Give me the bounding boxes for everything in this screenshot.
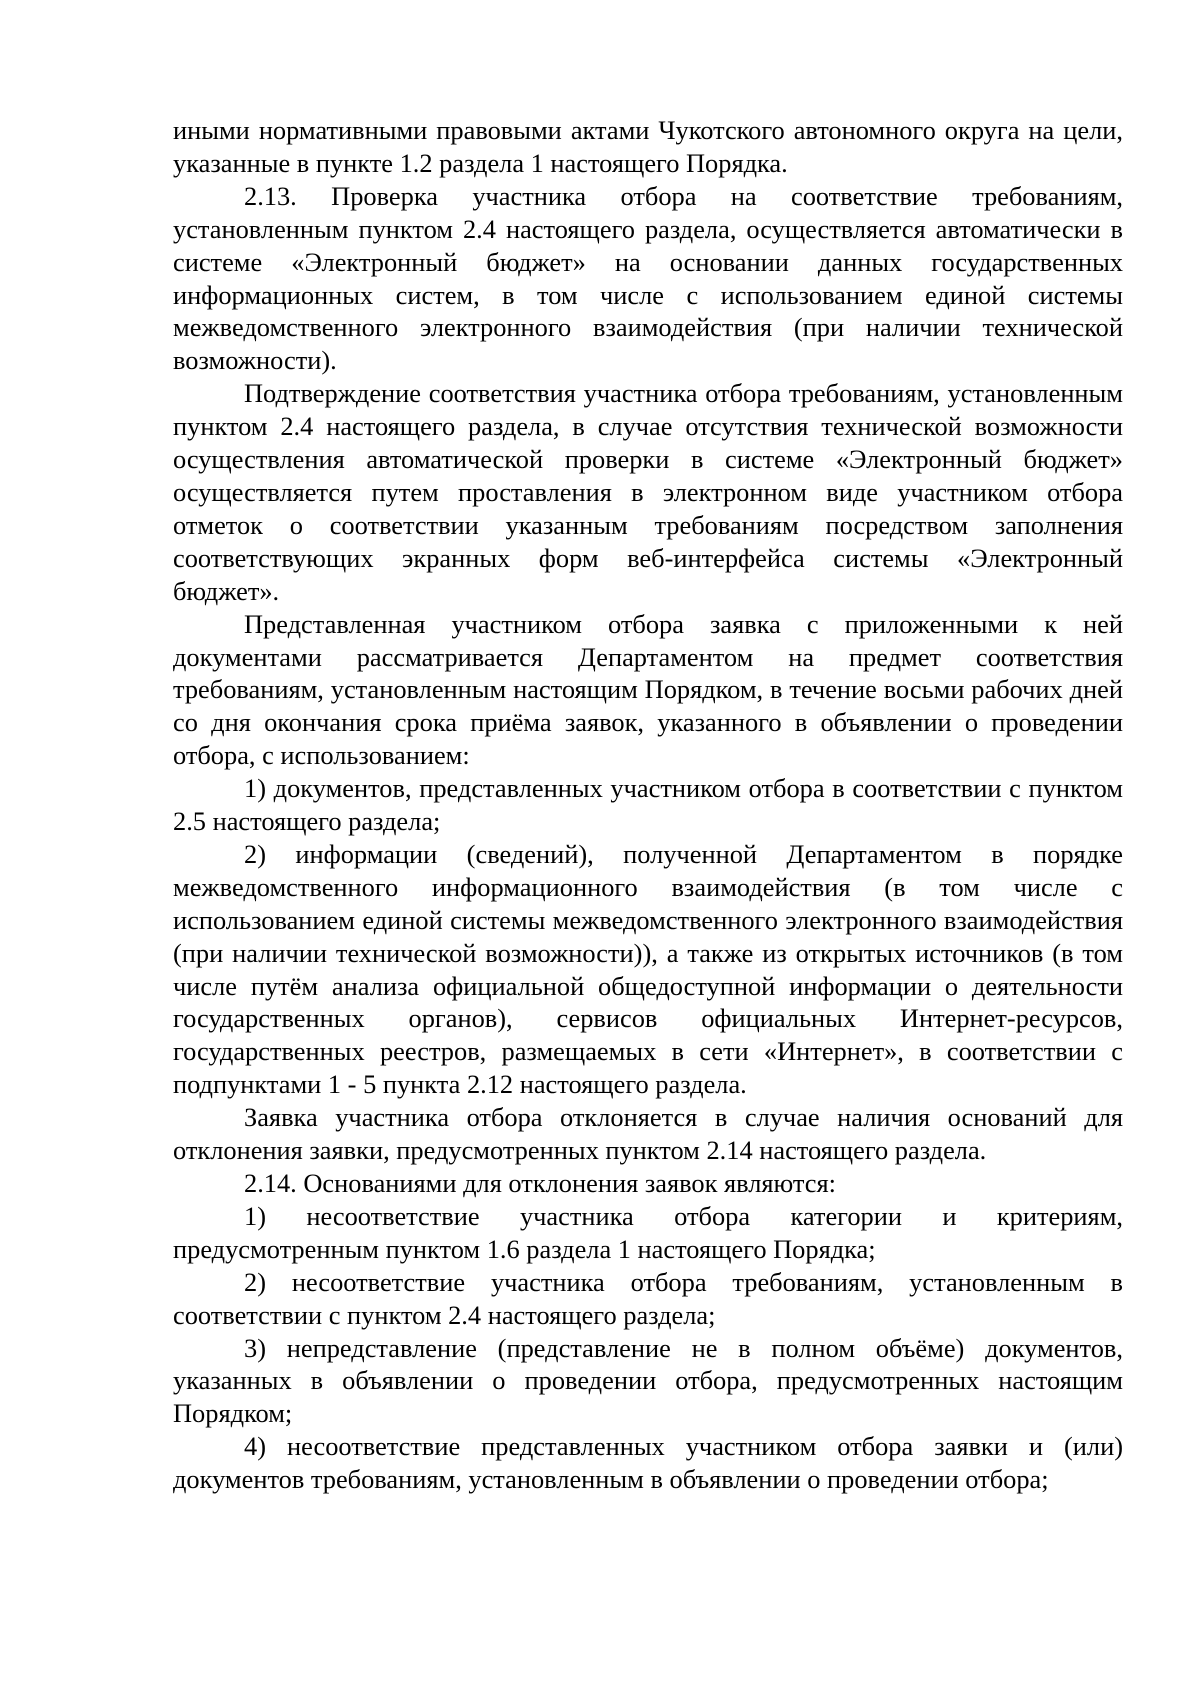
list-item-ground-4: 4) несоответствие представленных участником отбора заявки и (или) документов требованиям, установленным в объявлении о проведении отбора; [173, 1431, 1123, 1495]
paragraph-confirmation: Подтверждение соответствия участника отбора требованиям, установленным пунктом 2.4 настоящего раздела, в случае отсутствия технической возможности осуществления автоматической проверки в системе «Электронный бюджет» осуществляется путем проставления в электронном виде участником отбора отметок о соответствии указанным требованиям посредством заполнения соответствующих экранных форм веб-интерфейса системы «Электронный бюджет». [173, 378, 1123, 606]
document-page [173, 114, 1123, 1496]
list-item-documents: 1) документов, представленных участником отбора в соответствии с пунктом 2.5 настоящего раздела; [173, 773, 1123, 837]
list-item-information: 2) информации (сведений), полученной Департаментом в порядке межведомственного информационного взаимодействия (в том числе с использованием единой системы межведомственного электронного взаимодействия (при наличии технической возможности)), а также из открытых источников (в том числе путём анализа официальной общедоступной информации о деятельности государственных органов), сервисов официальных Интернет-ресурсов, государственных реестров, размещаемых в сети «Интернет», в соответствии с подпунктами 1 - 5 пункта 2.12 настоящего раздела. [173, 838, 1123, 1100]
paragraph-review: Представленная участником отбора заявка с приложенными к ней документами рассматривается Департаментом на предмет соответствия требованиям, установленным настоящим Порядком, в течение восьми рабочих дней со дня окончания срока приёма заявок, указанного в объявлении о проведении отбора, с использованием: [173, 608, 1123, 771]
list-item-ground-2: 2) несоответствие участника отбора требованиям, установленным в соответствии с пунктом 2.4 настоящего раздела; [173, 1266, 1123, 1330]
paragraph-continuation: иными нормативными правовыми актами Чукотского автономного округа на цели, указанные в пункте 1.2 раздела 1 настоящего Порядка. [173, 115, 1123, 178]
list-item-ground-1: 1) несоответствие участника отбора категории и критериям, предусмотренным пунктом 1.6 раздела 1 настоящего Порядка; [173, 1200, 1123, 1264]
paragraph-2-13: 2.13. Проверка участника отбора на соответствие требованиям, установленным пунктом 2.4 настоящего раздела, осуществляется автоматически в системе «Электронный бюджет» на основании данных государственных информационных систем, в том числе с использованием единой системы межведомственного электронного взаимодействия (при наличии технической возможности). [173, 180, 1123, 376]
list-item-ground-3: 3) непредставление (представление не в полном объёме) документов, указанных в объявлении о проведении отбора, предусмотренных настоящим Порядком; [173, 1332, 1123, 1429]
paragraph-rejection: Заявка участника отбора отклоняется в случае наличия оснований для отклонения заявки, предусмотренных пунктом 2.14 настоящего раздела. [173, 1102, 1123, 1166]
paragraph-2-14: 2.14. Основаниями для отклонения заявок являются: [244, 1168, 836, 1198]
